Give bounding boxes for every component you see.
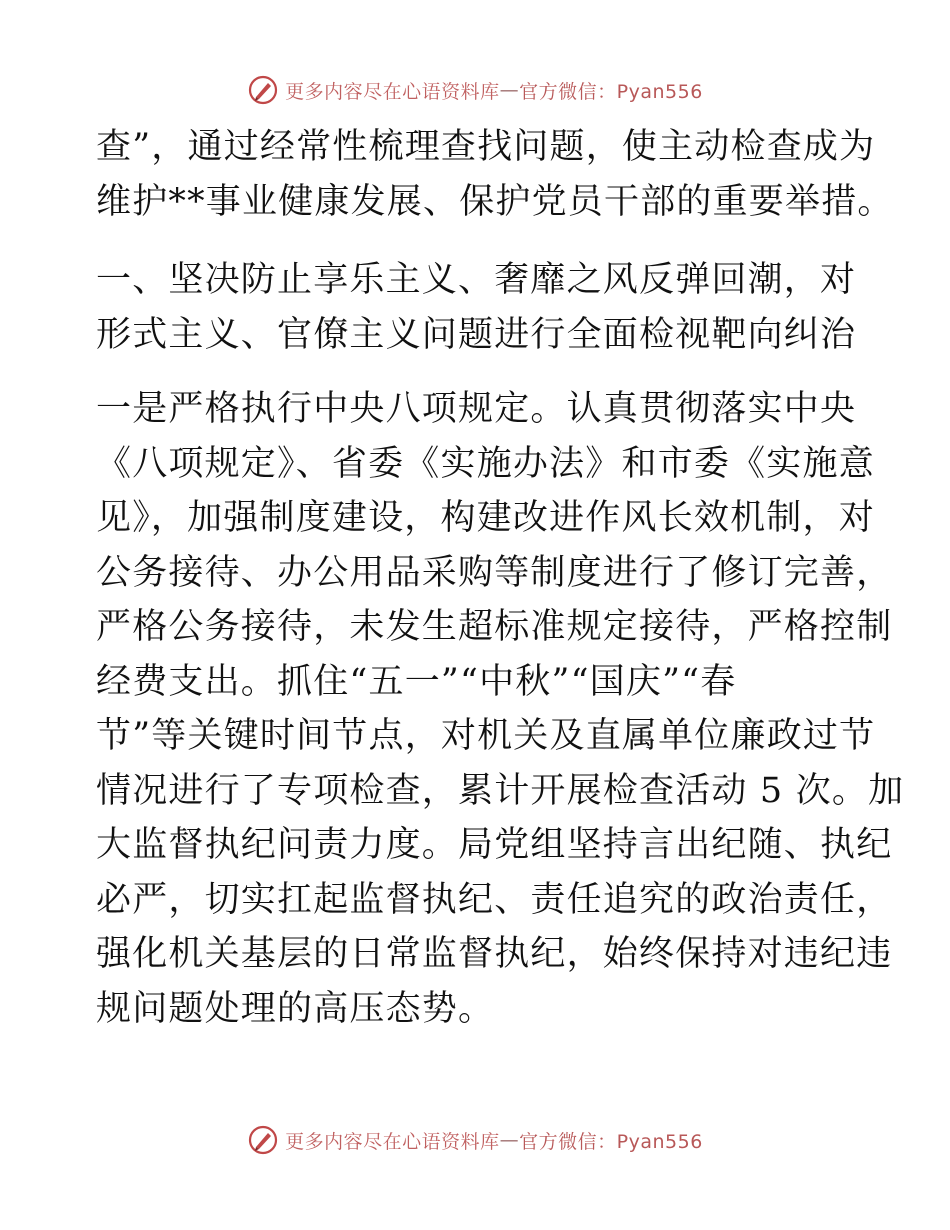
paragraph-1 (96, 120, 894, 229)
text-line: 严格公务接待，未发生超标准规定接待，严格控制 (96, 607, 893, 647)
text-line: 一是严格执行中央八项规定。认真贯彻落实中央 (96, 389, 857, 429)
watermark-left-text: 更多内容尽在心语资料库 (285, 1130, 500, 1153)
text-line: 形式主义、官僚主义问题进行全面检视靶向纠治 (96, 314, 857, 355)
pen-circle-logo-icon (247, 1124, 279, 1156)
section-heading (96, 253, 856, 362)
text-line: 情况进行了专项检查，累计开展检查活动 5 次。加 (96, 770, 905, 811)
text-line: 必严，切实扛起监督执纪、责任追究的政治责任， (96, 879, 893, 920)
text-line: 规问题处理的高压态势。 (96, 988, 495, 1029)
text-line: 见》，加强制度建设，构建改进作风长效机制，对 (96, 498, 875, 538)
watermark-left-text: 更多内容尽在心语资料库 (285, 80, 500, 103)
text-line: 一、坚决防止享乐主义、奢靡之风反弹回潮，对 (96, 260, 857, 300)
footer-watermark (0, 1120, 950, 1160)
text-line: 节”等关键时间节点，对机关及直属单位廉政过节 (96, 716, 876, 756)
text-line: 强化机关基层的日常监督执纪，始终保持对违纪违 (96, 934, 893, 974)
text-line: 大监督执纪问责力度。局党组坚持言出纪随、执纪 (96, 825, 893, 865)
paragraph-3 (96, 382, 905, 1036)
text-line: 维护**事业健康发展、保护党员干部的重要举措。 (96, 181, 894, 222)
text-line: 查”，通过经常性梳理查找问题，使主动检查成为 (96, 127, 876, 167)
document-body (96, 120, 905, 1036)
pen-circle-logo-icon (247, 74, 279, 106)
watermark-right-text: 官方微信：Pyan556 (519, 80, 703, 103)
text-line: 公务接待、办公用品采购等制度进行了修订完善， (96, 552, 893, 593)
watermark-dash: — (499, 79, 520, 101)
watermark-right-text: 官方微信：Pyan556 (519, 1130, 703, 1153)
watermark-dash: — (499, 1129, 520, 1151)
text-line: 《八项规定》、省委《实施办法》和市委《实施意 (96, 443, 875, 484)
text-line: 经费支出。抓住“五一”“中秋”“国庆”“春 (96, 661, 737, 702)
header-watermark (0, 70, 950, 110)
